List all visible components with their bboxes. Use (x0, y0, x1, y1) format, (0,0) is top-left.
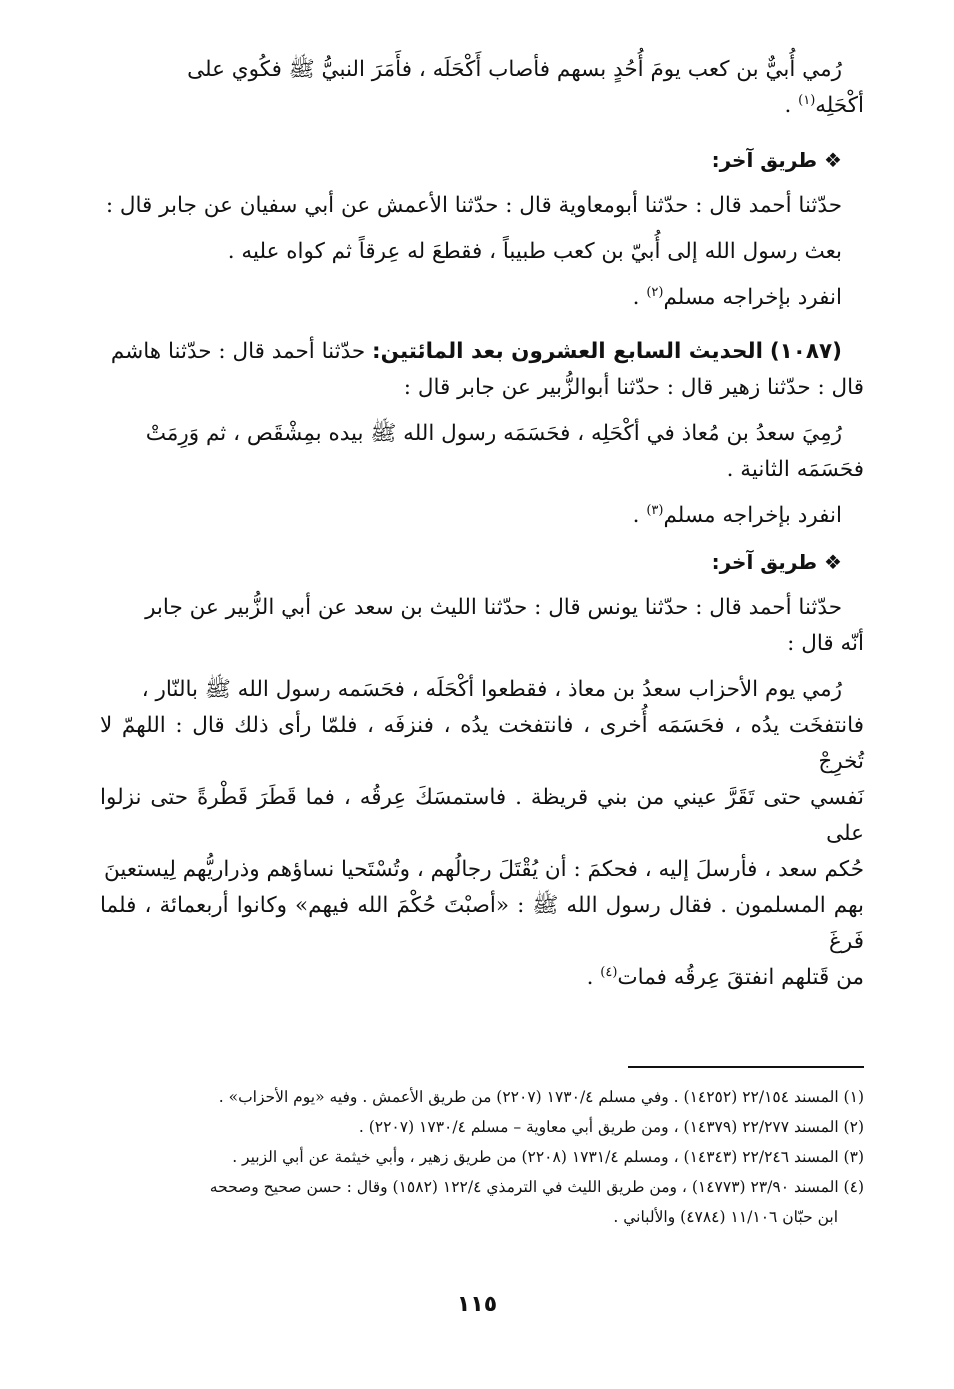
footnote-4: (٤) المسند ٢٣/٩٠ (١٤٧٧٣) ، ومن طريق الليث في الترمذي ١٢٢/٤ (١٥٨٢) وقال : حسن صحيح وصححه (209, 1178, 864, 1196)
hadith-number: (١٠٨٧) (769, 339, 842, 364)
page-number: ١١٥ (456, 1292, 498, 1317)
paragraph-line (100, 52, 864, 88)
paragraph-line: فحَسَمَه الثانية . (726, 457, 864, 482)
paragraph-line: حدّثنا أحمد قال : حدّثنا يونس قال : حدّثنا الليث بن سعد عن أبي الزُّبير عن جابر (145, 595, 842, 620)
paragraph-line: بعث رسول الله إلى أُبيّ بن كعب طبيباً ، فقطعَ له عِرقاً ثم كواه عليه . (227, 239, 842, 264)
hadith-header (100, 334, 864, 370)
paragraph-line (100, 498, 864, 534)
main-text (100, 52, 864, 996)
footnotes (100, 1082, 864, 1232)
text-span: من قَتلهم انفتقَ عِرقُه فمات (617, 965, 864, 990)
hadith-title: الحديث السابع العشرون بعد المائتين: (372, 339, 763, 364)
footnote-3: (٣) المسند ٢٢/٢٤٦ (١٤٣٤٣) ، ومسلم ١٧٣١/٤ (٢٢٠٨) من طريق زهير ، وأبي خيثمة عن أبي الزبير . (232, 1148, 864, 1166)
paragraph-line: أنّه قال : (787, 631, 864, 656)
footnote-ref-1[interactable]: (١) (798, 92, 816, 108)
paragraph-line: فانتفخَت يدُه ، فحَسَمَه أُخرى ، فانتفخت يدُه ، فنزفَه ، فلمّا رأى ذلك قال : اللهمّ لا تُخرِجْ (100, 713, 864, 774)
footnote-divider (628, 1066, 864, 1068)
paragraph-line: قال : حدّثنا زهير قال : حدّثنا أبوالزُّبير عن جابر قال : (403, 375, 864, 400)
paragraph-line (100, 280, 864, 316)
text-span: حدّثنا أحمد قال : حدّثنا هاشم (110, 339, 366, 364)
paragraph-line: رُمي يوم الأحزاب سعدُ بن معاذ ، فقطعوا أكْحَلَه ، فحَسَمه رسول الله ﷺ بالنّار ، (141, 677, 842, 702)
paragraph-line: رُمِيَ سعدُ بن مُعاذ في أكْحَلِه ، فحَسَمَه رسول الله ﷺ بيده بمِشْقَص ، ثم وَرِمَتْ (145, 421, 842, 446)
footnote-ref-2[interactable]: (٢) (646, 284, 664, 300)
text-span: انفرد بإخراجه مسلم (663, 503, 842, 528)
text-span: . (784, 93, 799, 118)
paragraph-line (100, 960, 864, 996)
text-span: . (632, 503, 647, 528)
text-span: . (632, 285, 647, 310)
paragraph-line: حدّثنا أحمد قال : حدّثنا أبومعاوية قال : حدّثنا الأعمش عن أبي سفيان عن جابر قال : (105, 193, 842, 218)
text-span: أكْحَلِه (815, 93, 864, 118)
paragraph-line: بهم المسلمون . فقال رسول الله ﷺ : «أصبْتَ حُكْمَ الله فيهم» وكانوا أربعمائة ، فلما فَرغَ (100, 893, 864, 954)
section-heading: ❖ طريق آخر: (711, 148, 842, 172)
footnote-ref-4[interactable]: (٤) (600, 964, 618, 980)
paragraph-line: نَفسي حتى تَقَرَّ عيني من بني قريظة . فاستمسَكَ عِرقُه ، فما قَطَرَ قَطْرةً حتى نزلوا على (100, 785, 864, 846)
footnote-4-continued: ابن حبّان ١١/١٠٦ (٤٧٨٤) والألباني . (613, 1208, 838, 1226)
paragraph-line: حُكم سعد ، فأرسلَ إليه ، فحكمَ : أن يُقْتَلَ رجالُهم ، وتُسْتَحيا نساؤهم وذراريُّهم لِيستعينَ (103, 857, 864, 882)
text-span: رُمي أُبيٌّ بن كعب يومَ أُحُدٍ بسهم فأصاب أَكْحَلَه ، فأَمَرَ النبيُّ ﷺ فكُوي على (187, 57, 842, 82)
section-heading: ❖ طريق آخر: (711, 550, 842, 574)
footnote-1: (١) المسند ٢٢/١٥٤ (١٤٢٥٢) . وفي مسلم ١٧٣٠/٤ (٢٢٠٧) من طريق الأعمش . وفيه «يوم الأحزاب» . (218, 1088, 864, 1106)
text-span: انفرد بإخراجه مسلم (663, 285, 842, 310)
paragraph-line (100, 88, 864, 124)
text-span: . (586, 965, 601, 990)
footnote-2: (٢) المسند ٢٢/٢٧٧ (١٤٣٧٩) ، ومن طريق أبي معاوية – مسلم ١٧٣٠/٤ (٢٢٠٧) . (358, 1118, 864, 1136)
footnote-ref-3[interactable]: (٣) (646, 502, 664, 518)
